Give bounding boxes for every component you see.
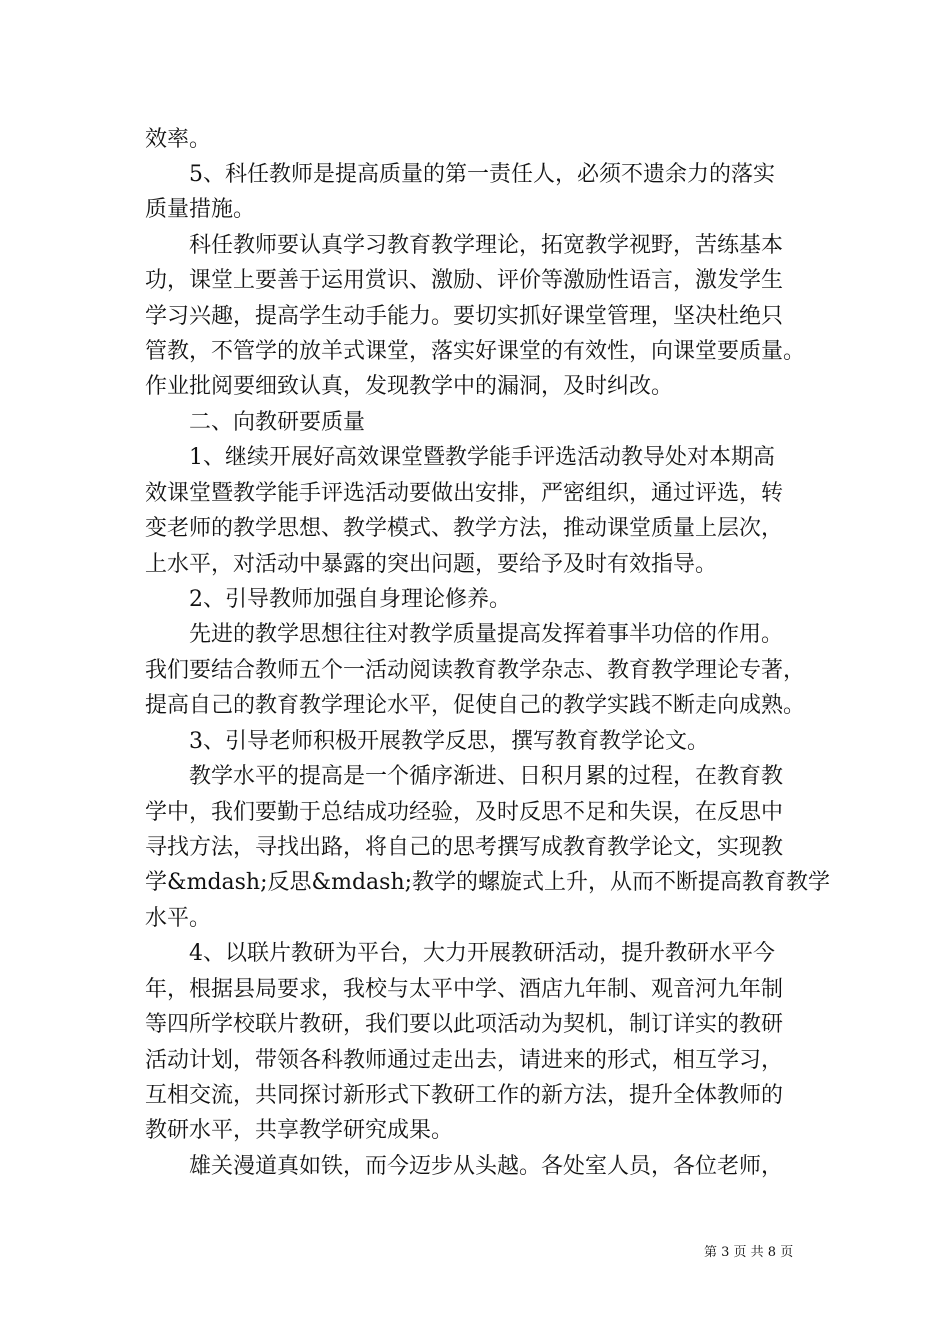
text-line: 寻找方法，寻找出路，将自己的思考撰写成教育教学论文，实现教 xyxy=(145,835,784,860)
text-line: 互相交流，共同探讨新形式下教研工作的新方法，提升全体教师的 xyxy=(145,1083,784,1108)
text-line: 科任教师要认真学习教育教学理论，拓宽教学视野，苦练基本 xyxy=(145,233,784,258)
text-line: 2、引导教师加强自身理论修养。 xyxy=(145,587,511,612)
text-line: 教学水平的提高是一个循序渐进、日积月累的过程，在教育教 xyxy=(145,764,784,789)
text-line: 3、引导老师积极开展教学反思，撰写教育教学论文。 xyxy=(145,729,709,754)
text-line: 年，根据县局要求，我校与太平中学、酒店九年制、观音河九年制 xyxy=(145,977,784,1002)
text-line: 作业批阅要细致认真，发现教学中的漏洞，及时纠改。 xyxy=(145,374,674,399)
text-line: 提高自己的教育教学理论水平，促使自己的教学实践不断走向成熟。 xyxy=(145,693,806,718)
page-number-footer: 第 3 页 共 8 页 xyxy=(704,1245,794,1260)
text-line: 管教，不管学的放羊式课堂，落实好课堂的有效性，向课堂要质量。 xyxy=(145,339,806,364)
text-line: 活动计划，带领各科教师通过走出去，请进来的形式，相互学习， xyxy=(145,1048,784,1073)
text-line: 4、以联片教研为平台，大力开展教研活动，提升教研水平今 xyxy=(145,941,775,966)
text-line: 1、继续开展好高效课堂暨教学能手评选活动教导处对本期高 xyxy=(145,445,775,470)
text-line: 功，课堂上要善于运用赏识、激励、评价等激励性语言，激发学生 xyxy=(145,268,784,293)
text-line: 先进的教学思想往往对教学质量提高发挥着事半功倍的作用。 xyxy=(145,622,784,647)
text-line: 5、科任教师是提高质量的第一责任人，必须不遗余力的落实 xyxy=(145,162,775,187)
text-line: 等四所学校联片教研，我们要以此项活动为契机，制订详实的教研 xyxy=(145,1012,784,1037)
text-line: 效课堂暨教学能手评选活动要做出安排，严密组织，通过评选，转 xyxy=(145,481,784,506)
text-line: 学中，我们要勤于总结成功经验，及时反思不足和失误，在反思中 xyxy=(145,800,784,825)
text-line: 雄关漫道真如铁，而今迈步从头越。各处室人员，各位老师， xyxy=(145,1154,784,1179)
text-line: 质量措施。 xyxy=(145,197,256,222)
text-line: 水平。 xyxy=(145,906,212,931)
text-line: 我们要结合教师五个一活动阅读教育教学杂志、教育教学理论专著， xyxy=(145,658,806,683)
text-line: 学习兴趣，提高学生动手能力。要切实抓好课堂管理，坚决杜绝只 xyxy=(145,304,784,329)
text-line: 变老师的教学思想、教学模式、教学方法，推动课堂质量上层次， xyxy=(145,516,784,541)
text-line: 教研水平，共享教学研究成果。 xyxy=(145,1118,454,1143)
text-line: 效率。 xyxy=(145,127,212,152)
section-heading: 二、向教研要质量 xyxy=(145,410,366,435)
text-line: 上水平，对活动中暴露的突出问题，要给予及时有效指导。 xyxy=(145,552,718,577)
text-line: 学&mdash;反思&mdash;教学的螺旋式上升，从而不断提高教育教学 xyxy=(145,870,831,895)
